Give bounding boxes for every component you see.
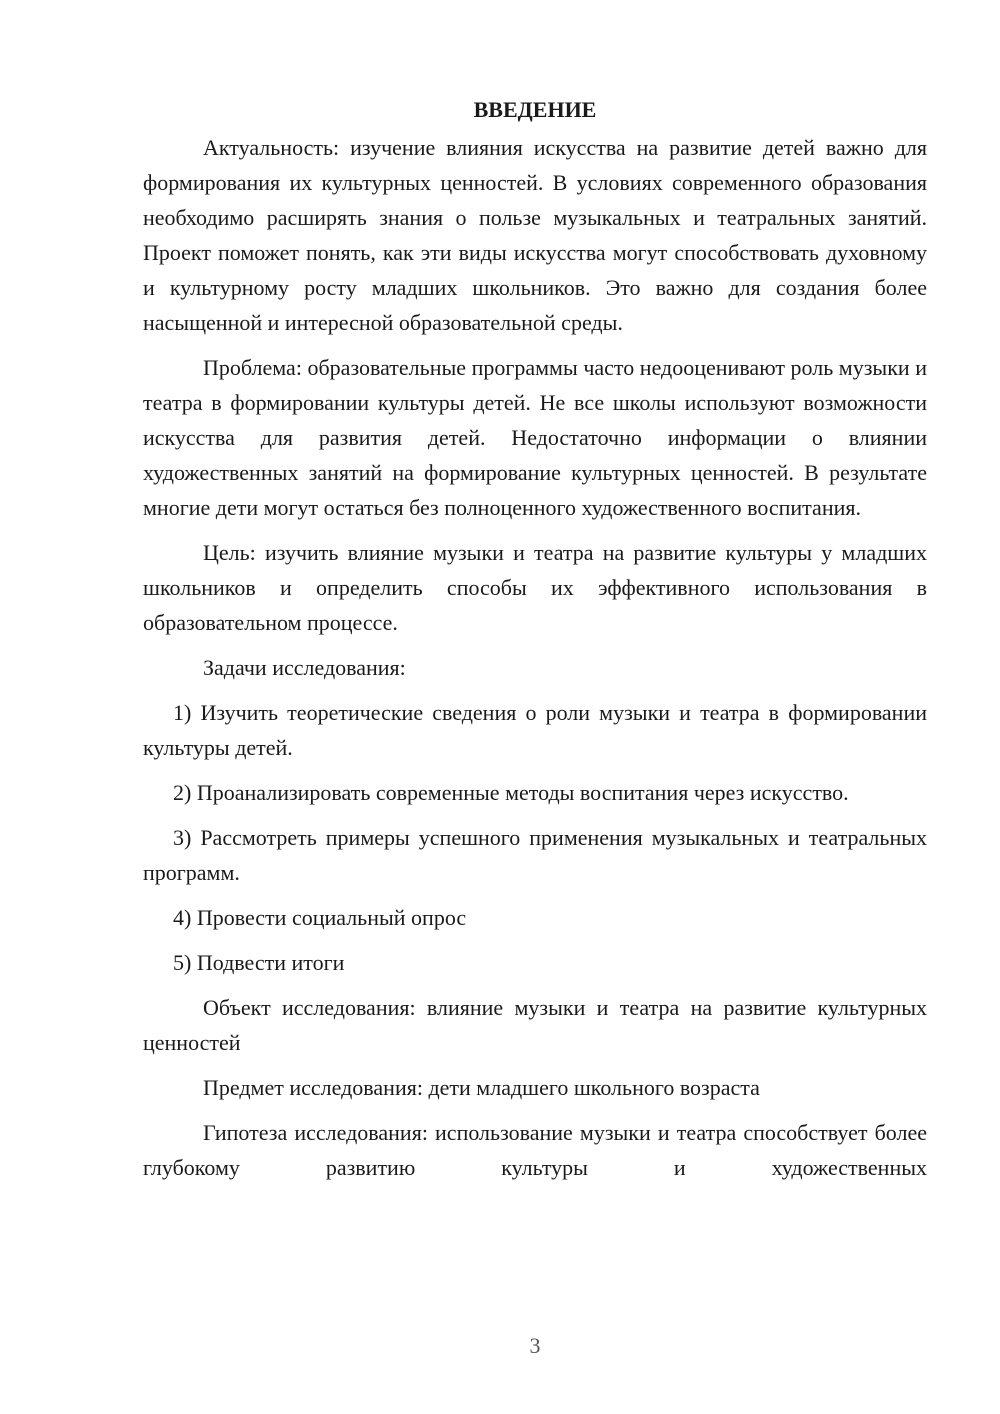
tasks-title: Задачи исследования: xyxy=(203,655,406,680)
relevance-paragraph: Актуальность: изучение влияния искусства на развитие детей важно для формирования их культурных ценностей. В условиях современного образования необходимо расширять знания о пользе музыкальных и театральных занятий. Проект поможет понять, как эти виды искусства могут способствовать духовному и культурному росту младших школьников. Это важно для создания более насыщенной и интересной образовательной среды. xyxy=(143,135,927,335)
task-item-5: 5) Подвести итоги xyxy=(173,950,345,975)
task-item-4: 4) Провести социальный опрос xyxy=(173,905,467,930)
object-paragraph: Объект исследования: влияние музыки и театра на развитие культурных ценностей xyxy=(143,995,927,1055)
task-item-1: 1) Изучить теоретические сведения о роли музыки и театра в формировании культуры детей. xyxy=(143,700,927,760)
problem-paragraph: Проблема: образовательные программы часто недооценивают роль музыки и театра в формировании культуры детей. Не все школы используют возможности искусства для развития детей. Недостаточно информации о влиянии художественных занятий на формирование культурных ценностей. В результате многие дети могут остаться без полноценного художественного воспитания. xyxy=(143,355,927,520)
task-item-3: 3) Рассмотреть примеры успешного применения музыкальных и театральных программ. xyxy=(143,825,927,885)
page-content xyxy=(143,92,927,1195)
page-number: 3 xyxy=(529,1333,541,1358)
hypothesis-paragraph: Гипотеза исследования: использование музыки и театра способствует более глубокому развитию культуры и художественных xyxy=(143,1120,927,1180)
goal-paragraph: Цель: изучить влияние музыки и театра на развитие культуры у младших школьников и определить способы их эффективного использования в образовательном процессе. xyxy=(143,540,927,635)
section-heading: ВВЕДЕНИЕ xyxy=(473,97,597,122)
task-item-2: 2) Проанализировать современные методы воспитания через искусство. xyxy=(173,780,849,805)
subject-paragraph: Предмет исследования: дети младшего школьного возраста xyxy=(203,1075,760,1100)
